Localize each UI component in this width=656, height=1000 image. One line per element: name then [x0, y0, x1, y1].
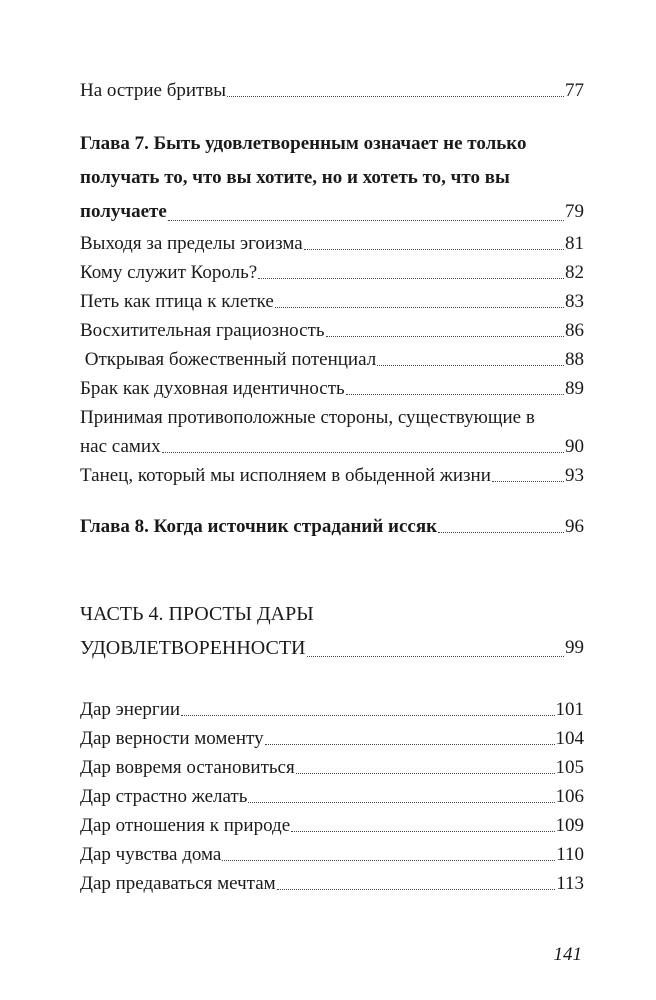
- toc-entry: [80, 869, 584, 898]
- toc-entry: [80, 374, 584, 403]
- dot-leader: [377, 365, 564, 366]
- dot-leader: [307, 656, 565, 657]
- toc-entry: [80, 724, 584, 753]
- toc-entry-title: Восхитительная грациозность: [80, 320, 325, 341]
- dot-leader: [296, 773, 555, 774]
- dot-leader: [492, 481, 564, 482]
- toc-entry-title: Дар чувства дома: [80, 844, 222, 865]
- toc-entry: [80, 287, 584, 316]
- toc-entry-title: Дар предаваться мечтам: [80, 873, 276, 894]
- toc-entry: [80, 782, 584, 811]
- toc-entry: [80, 258, 584, 287]
- table-of-contents: [80, 76, 584, 898]
- toc-entry-page: 81: [565, 233, 584, 254]
- page-number: 141: [553, 944, 582, 965]
- toc-entry-page: 113: [556, 873, 584, 894]
- dot-leader: [181, 715, 554, 716]
- toc-entry-title: Брак как духовная идентичность: [80, 378, 345, 399]
- toc-entry-page: 104: [555, 728, 584, 749]
- toc-entry-page: 83: [565, 291, 584, 312]
- toc-entry-title: Дар страстно желать: [80, 786, 248, 807]
- toc-entry-title: Танец, который мы исполняем в обыденной жизни: [80, 465, 491, 486]
- toc-entry-page: 86: [565, 320, 584, 341]
- part-4-heading: [80, 597, 584, 665]
- toc-entry: [80, 345, 584, 374]
- part-4-page: 99: [565, 637, 584, 658]
- dot-leader: [304, 249, 564, 250]
- toc-entry-title: Выходя за пределы эгоизма: [80, 233, 303, 254]
- toc-entry: [80, 695, 584, 724]
- dot-leader: [168, 220, 564, 221]
- toc-entry-title: Дар энергии: [80, 699, 181, 720]
- dot-leader: [248, 802, 554, 803]
- toc-entry-page: 105: [555, 757, 584, 778]
- chapter-7-line-2: получать то, что вы хотите, но и хотеть то, что вы: [80, 167, 510, 188]
- chapter-8-page: 96: [565, 516, 584, 537]
- toc-entry-title: Дар вовремя остановиться: [80, 757, 295, 778]
- toc-entry-title: Открывая божественный потенциал: [80, 349, 377, 370]
- dot-leader: [291, 831, 554, 832]
- toc-entry-title: Дар верности моменту: [80, 728, 264, 749]
- chapter-7-page: 79: [565, 201, 584, 222]
- toc-entry: [80, 811, 584, 840]
- toc-entry-line-2: нас самих: [80, 436, 161, 457]
- dot-leader: [438, 532, 564, 533]
- dot-leader: [162, 452, 564, 453]
- toc-entry-title: Кому служит Король?: [80, 262, 258, 283]
- toc-entry-page: 101: [555, 699, 584, 720]
- dot-leader: [265, 744, 555, 745]
- chapter-7-heading: [80, 127, 584, 229]
- toc-entry-title: На острие бритвы: [80, 80, 227, 101]
- toc-entry: [80, 461, 584, 490]
- toc-entry-title: Петь как птица к клетке: [80, 291, 274, 312]
- toc-entry: [80, 840, 584, 869]
- chapter-7-line-1: Глава 7. Быть удовлетворенным означает не только: [80, 133, 527, 154]
- toc-entry-title: Дар отношения к природе: [80, 815, 291, 836]
- toc-entry-page: 82: [565, 262, 584, 283]
- chapter-8-heading: [80, 512, 584, 541]
- chapter-7-line-3: получаете: [80, 201, 167, 222]
- dot-leader: [227, 96, 564, 97]
- toc-entry-page: 88: [565, 349, 584, 370]
- toc-entry: [80, 753, 584, 782]
- toc-entry-page: 90: [565, 436, 584, 457]
- toc-entry-page: 109: [555, 815, 584, 836]
- toc-entry: [80, 229, 584, 258]
- toc-entry-line-1: Принимая противоположные стороны, существующие в: [80, 407, 535, 428]
- dot-leader: [346, 394, 564, 395]
- toc-entry: [80, 76, 584, 105]
- toc-entry-page: 89: [565, 378, 584, 399]
- toc-entry-page: 110: [556, 844, 584, 865]
- dot-leader: [258, 278, 564, 279]
- toc-entry-page: 77: [565, 80, 584, 101]
- toc-entry-page: 93: [565, 465, 584, 486]
- dot-leader: [275, 307, 564, 308]
- dot-leader: [277, 889, 556, 890]
- chapter-8-title: Глава 8. Когда источник страданий иссяк: [80, 516, 438, 537]
- dot-leader: [222, 860, 555, 861]
- part-4-line-1: ЧАСТЬ 4. ПРОСТЫ ДАРЫ: [80, 603, 314, 625]
- toc-entry-page: 106: [555, 786, 584, 807]
- dot-leader: [326, 336, 564, 337]
- toc-entry-multiline: [80, 403, 584, 461]
- part-4-line-2: УДОВЛЕТВОРЕННОСТИ: [80, 637, 306, 659]
- toc-entry: [80, 316, 584, 345]
